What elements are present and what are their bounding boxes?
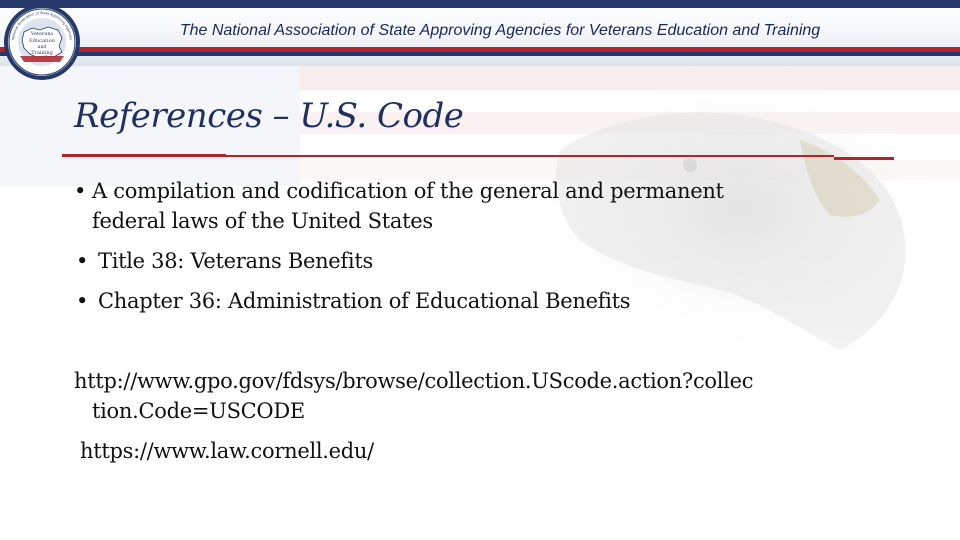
bullet-item-2 bbox=[76, 247, 373, 275]
bullet-marker: • bbox=[76, 289, 89, 313]
slide-title: References – U.S. Code bbox=[74, 96, 464, 136]
link-gpo-line-1[interactable] bbox=[74, 367, 753, 395]
gpo-uscode-link[interactable]: http://www.gpo.gov/fdsys/browse/collection.UScode.action?collec bbox=[74, 369, 754, 393]
cornell-law-link[interactable]: https://www.law.cornell.edu/ bbox=[80, 439, 374, 463]
title-underline bbox=[62, 154, 226, 157]
gpo-uscode-link-continuation[interactable]: tion.Code=USCODE bbox=[92, 399, 305, 423]
link-cornell[interactable] bbox=[80, 437, 374, 465]
bullet-text: A compilation and codification of the general and permanent bbox=[92, 179, 724, 203]
header-stripe-blue bbox=[0, 52, 960, 56]
seal-text-education: Education bbox=[29, 38, 55, 44]
header-stripe-top bbox=[0, 0, 960, 8]
bullet-marker: • bbox=[74, 179, 87, 203]
seal-ring-text: National Association of State Approving Agencies bbox=[11, 10, 73, 41]
seal-text-and: and bbox=[37, 45, 47, 50]
bullet-marker: • bbox=[76, 249, 89, 273]
seal-text-veterans: Veterans bbox=[30, 31, 54, 37]
bullet-text: Chapter 36: Administration of Educational Benefits bbox=[98, 289, 631, 313]
title-underline-end bbox=[834, 157, 894, 160]
bullet-item-3 bbox=[76, 287, 630, 315]
title-underline-middle bbox=[226, 155, 834, 157]
bullet-item-1-continuation: federal laws of the United States bbox=[92, 209, 433, 233]
bullet-text: Title 38: Veterans Benefits bbox=[98, 249, 373, 273]
link-gpo-line-2[interactable] bbox=[92, 397, 305, 425]
header-title: The National Association of State Approving Agencies for Veterans Education and Training bbox=[179, 22, 821, 39]
bullet-item-1 bbox=[74, 177, 724, 205]
organization-seal-logo bbox=[2, 2, 82, 82]
seal-text-training: Training bbox=[31, 50, 53, 56]
